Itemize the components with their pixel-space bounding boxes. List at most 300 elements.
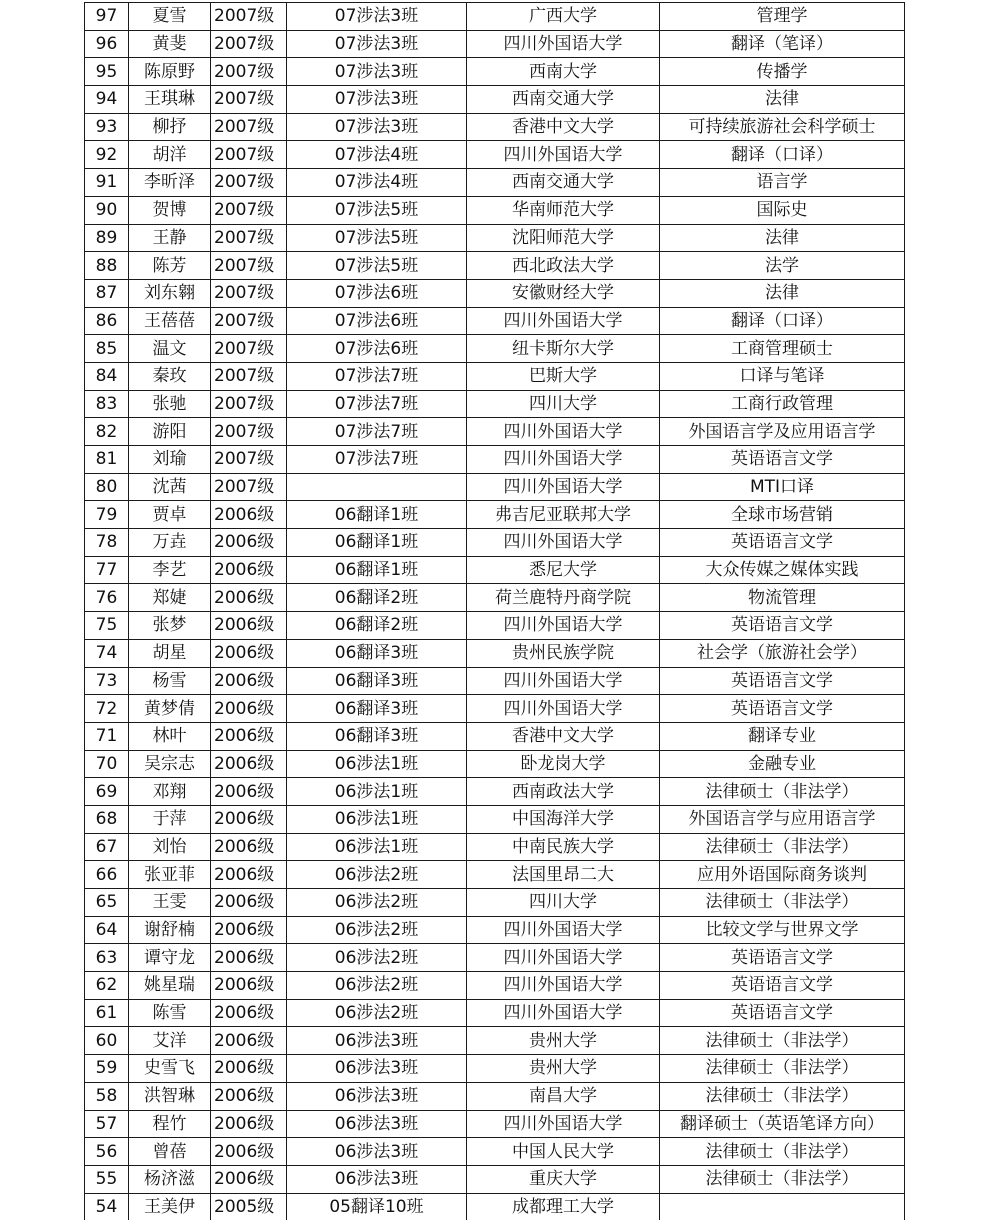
- cell-major: 英语语言文学: [660, 944, 905, 972]
- cell-university: 西南大学: [467, 58, 660, 86]
- table-row: [85, 3, 905, 31]
- table-row: [85, 1165, 905, 1193]
- cell-class: 06涉法1班: [287, 833, 467, 861]
- cell-university: 西北政法大学: [467, 252, 660, 280]
- cell-university: 贵州民族学院: [467, 639, 660, 667]
- cell-year: 2006级: [211, 916, 287, 944]
- cell-number: 66: [85, 861, 129, 889]
- cell-major: MTI口译: [660, 473, 905, 501]
- table-row: [85, 722, 905, 750]
- table-row: [85, 1138, 905, 1166]
- cell-number: 60: [85, 1027, 129, 1055]
- table-row: [85, 362, 905, 390]
- cell-number: 80: [85, 473, 129, 501]
- admissions-table: [84, 2, 905, 1220]
- cell-university: 弗吉尼亚联邦大学: [467, 501, 660, 529]
- cell-year: 2006级: [211, 1138, 287, 1166]
- cell-university: 中南民族大学: [467, 833, 660, 861]
- cell-number: 76: [85, 584, 129, 612]
- cell-class: 07涉法5班: [287, 196, 467, 224]
- cell-year: 2007级: [211, 362, 287, 390]
- cell-class: 06涉法3班: [287, 1082, 467, 1110]
- cell-year: 2006级: [211, 944, 287, 972]
- cell-major: 法律硕士（非法学）: [660, 1165, 905, 1193]
- cell-major: 大众传媒之媒体实践: [660, 556, 905, 584]
- cell-name: 王琪琳: [129, 86, 211, 114]
- cell-major: 翻译专业: [660, 722, 905, 750]
- cell-name: 吴宗志: [129, 750, 211, 778]
- cell-class: 06翻译3班: [287, 695, 467, 723]
- table-row: [85, 279, 905, 307]
- cell-major: 工商行政管理: [660, 390, 905, 418]
- cell-class: 06翻译1班: [287, 501, 467, 529]
- cell-number: 63: [85, 944, 129, 972]
- cell-name: 张亚菲: [129, 861, 211, 889]
- cell-class: 05翻译10班: [287, 1193, 467, 1220]
- cell-name: 刘瑜: [129, 446, 211, 474]
- cell-name: 沈茜: [129, 473, 211, 501]
- cell-university: 四川外国语大学: [467, 30, 660, 58]
- cell-year: 2007级: [211, 86, 287, 114]
- cell-name: 柳抒: [129, 113, 211, 141]
- cell-name: 谢舒楠: [129, 916, 211, 944]
- cell-major: 比较文学与世界文学: [660, 916, 905, 944]
- cell-class: 06涉法3班: [287, 1165, 467, 1193]
- cell-year: 2007级: [211, 335, 287, 363]
- cell-name: 于萍: [129, 805, 211, 833]
- cell-year: 2006级: [211, 1165, 287, 1193]
- table-row: [85, 695, 905, 723]
- cell-number: 73: [85, 667, 129, 695]
- cell-class: 06翻译2班: [287, 584, 467, 612]
- table-row: [85, 30, 905, 58]
- cell-number: 61: [85, 999, 129, 1027]
- cell-class: 06涉法2班: [287, 889, 467, 917]
- table-row: [85, 1055, 905, 1083]
- table-row: [85, 113, 905, 141]
- table-row: [85, 1110, 905, 1138]
- cell-class: 07涉法7班: [287, 390, 467, 418]
- cell-university: 四川外国语大学: [467, 307, 660, 335]
- cell-major: 传播学: [660, 58, 905, 86]
- cell-university: 西南政法大学: [467, 778, 660, 806]
- cell-university: 广西大学: [467, 3, 660, 31]
- table-row: [85, 58, 905, 86]
- cell-university: 巴斯大学: [467, 362, 660, 390]
- cell-number: 84: [85, 362, 129, 390]
- table-row: [85, 196, 905, 224]
- cell-year: 2006级: [211, 972, 287, 1000]
- cell-name: 洪智琳: [129, 1082, 211, 1110]
- cell-name: 陈原野: [129, 58, 211, 86]
- cell-class: 06涉法3班: [287, 1027, 467, 1055]
- cell-name: 谭守龙: [129, 944, 211, 972]
- cell-year: 2006级: [211, 584, 287, 612]
- cell-name: 黄梦倩: [129, 695, 211, 723]
- table-row: [85, 639, 905, 667]
- cell-major: 法律硕士（非法学）: [660, 1027, 905, 1055]
- cell-major: 法律: [660, 279, 905, 307]
- cell-number: 59: [85, 1055, 129, 1083]
- cell-year: 2006级: [211, 750, 287, 778]
- cell-year: 2006级: [211, 889, 287, 917]
- cell-university: 四川外国语大学: [467, 916, 660, 944]
- cell-number: 72: [85, 695, 129, 723]
- cell-class: 07涉法7班: [287, 418, 467, 446]
- cell-number: 93: [85, 113, 129, 141]
- cell-name: 李昕泽: [129, 169, 211, 197]
- cell-major: 法律硕士（非法学）: [660, 1055, 905, 1083]
- cell-university: 沈阳师范大学: [467, 224, 660, 252]
- cell-class: 06涉法2班: [287, 861, 467, 889]
- cell-class: [287, 473, 467, 501]
- cell-year: 2006级: [211, 1027, 287, 1055]
- cell-major: 管理学: [660, 3, 905, 31]
- table-row: [85, 750, 905, 778]
- cell-class: 06翻译2班: [287, 612, 467, 640]
- cell-name: 张驰: [129, 390, 211, 418]
- table-row: [85, 418, 905, 446]
- cell-major: 可持续旅游社会科学硕士: [660, 113, 905, 141]
- cell-major: 英语语言文学: [660, 446, 905, 474]
- cell-major: 法律硕士（非法学）: [660, 833, 905, 861]
- cell-university: 四川外国语大学: [467, 667, 660, 695]
- cell-number: 79: [85, 501, 129, 529]
- cell-university: 荷兰鹿特丹商学院: [467, 584, 660, 612]
- cell-class: 07涉法4班: [287, 169, 467, 197]
- table-row: [85, 1027, 905, 1055]
- cell-year: 2006级: [211, 722, 287, 750]
- cell-number: 88: [85, 252, 129, 280]
- cell-name: 陈雪: [129, 999, 211, 1027]
- cell-number: 64: [85, 916, 129, 944]
- cell-university: 四川外国语大学: [467, 972, 660, 1000]
- cell-major: 翻译（口译）: [660, 141, 905, 169]
- cell-name: 胡星: [129, 639, 211, 667]
- table-row: [85, 501, 905, 529]
- cell-year: 2006级: [211, 695, 287, 723]
- cell-name: 黄斐: [129, 30, 211, 58]
- cell-name: 贾卓: [129, 501, 211, 529]
- cell-major: 英语语言文学: [660, 612, 905, 640]
- cell-major: 英语语言文学: [660, 695, 905, 723]
- cell-number: 95: [85, 58, 129, 86]
- cell-university: 四川大学: [467, 390, 660, 418]
- cell-year: 2006级: [211, 805, 287, 833]
- cell-year: 2006级: [211, 1110, 287, 1138]
- cell-year: 2007级: [211, 224, 287, 252]
- table-row: [85, 889, 905, 917]
- cell-major: 物流管理: [660, 584, 905, 612]
- cell-class: 06涉法2班: [287, 972, 467, 1000]
- cell-name: 温文: [129, 335, 211, 363]
- cell-year: 2006级: [211, 778, 287, 806]
- table-row: [85, 169, 905, 197]
- cell-number: 83: [85, 390, 129, 418]
- cell-class: 07涉法6班: [287, 335, 467, 363]
- cell-year: 2006级: [211, 667, 287, 695]
- cell-name: 陈芳: [129, 252, 211, 280]
- cell-year: 2007级: [211, 307, 287, 335]
- cell-number: 74: [85, 639, 129, 667]
- cell-class: 07涉法4班: [287, 141, 467, 169]
- cell-number: 91: [85, 169, 129, 197]
- cell-class: 06翻译3班: [287, 639, 467, 667]
- cell-major: 英语语言文学: [660, 999, 905, 1027]
- cell-university: 贵州大学: [467, 1055, 660, 1083]
- cell-major: 翻译（口译）: [660, 307, 905, 335]
- cell-major: 社会学（旅游社会学）: [660, 639, 905, 667]
- cell-year: 2007级: [211, 169, 287, 197]
- cell-major: 法律硕士（非法学）: [660, 1082, 905, 1110]
- cell-year: 2007级: [211, 473, 287, 501]
- cell-class: 07涉法5班: [287, 224, 467, 252]
- cell-year: 2006级: [211, 612, 287, 640]
- cell-university: 西南交通大学: [467, 169, 660, 197]
- cell-number: 71: [85, 722, 129, 750]
- cell-number: 56: [85, 1138, 129, 1166]
- cell-year: 2006级: [211, 1082, 287, 1110]
- cell-university: 四川外国语大学: [467, 473, 660, 501]
- cell-major: 全球市场营销: [660, 501, 905, 529]
- cell-year: 2007级: [211, 252, 287, 280]
- cell-major: 法律硕士（非法学）: [660, 889, 905, 917]
- table-row: [85, 861, 905, 889]
- cell-name: 王静: [129, 224, 211, 252]
- cell-university: 南昌大学: [467, 1082, 660, 1110]
- cell-class: 07涉法6班: [287, 279, 467, 307]
- cell-number: 94: [85, 86, 129, 114]
- cell-name: 曾蓓: [129, 1138, 211, 1166]
- cell-class: 06涉法2班: [287, 944, 467, 972]
- cell-class: 06涉法1班: [287, 805, 467, 833]
- cell-class: 07涉法3班: [287, 113, 467, 141]
- cell-number: 54: [85, 1193, 129, 1220]
- cell-university: 四川外国语大学: [467, 529, 660, 557]
- cell-university: 四川外国语大学: [467, 418, 660, 446]
- cell-major: 国际史: [660, 196, 905, 224]
- cell-major: 法律: [660, 224, 905, 252]
- cell-name: 李艺: [129, 556, 211, 584]
- cell-year: 2007级: [211, 141, 287, 169]
- cell-major: 应用外语国际商务谈判: [660, 861, 905, 889]
- cell-year: 2006级: [211, 861, 287, 889]
- cell-number: 85: [85, 335, 129, 363]
- table-row: [85, 252, 905, 280]
- cell-class: 07涉法5班: [287, 252, 467, 280]
- cell-year: 2006级: [211, 833, 287, 861]
- cell-major: 外国语言学与应用语言学: [660, 805, 905, 833]
- table-row: [85, 473, 905, 501]
- cell-class: 07涉法7班: [287, 362, 467, 390]
- cell-number: 78: [85, 529, 129, 557]
- cell-year: 2006级: [211, 999, 287, 1027]
- cell-major: 法律硕士（非法学）: [660, 778, 905, 806]
- cell-year: 2007级: [211, 418, 287, 446]
- table-row: [85, 778, 905, 806]
- cell-number: 87: [85, 279, 129, 307]
- table-row: [85, 999, 905, 1027]
- table-row: [85, 944, 905, 972]
- cell-year: 2006级: [211, 501, 287, 529]
- cell-year: 2006级: [211, 639, 287, 667]
- cell-name: 艾洋: [129, 1027, 211, 1055]
- table-row: [85, 584, 905, 612]
- cell-university: 香港中文大学: [467, 113, 660, 141]
- cell-number: 97: [85, 3, 129, 31]
- cell-number: 67: [85, 833, 129, 861]
- cell-year: 2007级: [211, 446, 287, 474]
- cell-major: 金融专业: [660, 750, 905, 778]
- table-row: [85, 307, 905, 335]
- table-row: [85, 335, 905, 363]
- cell-number: 68: [85, 805, 129, 833]
- cell-university: 四川外国语大学: [467, 612, 660, 640]
- cell-university: 西南交通大学: [467, 86, 660, 114]
- cell-university: 贵州大学: [467, 1027, 660, 1055]
- cell-major: 英语语言文学: [660, 529, 905, 557]
- cell-year: 2007级: [211, 279, 287, 307]
- table-row: [85, 1193, 905, 1220]
- cell-name: 王蓓蓓: [129, 307, 211, 335]
- cell-university: 四川外国语大学: [467, 695, 660, 723]
- cell-number: 86: [85, 307, 129, 335]
- cell-class: 07涉法7班: [287, 446, 467, 474]
- cell-number: 77: [85, 556, 129, 584]
- cell-name: 姚星瑞: [129, 972, 211, 1000]
- cell-year: 2006级: [211, 529, 287, 557]
- cell-class: 07涉法3班: [287, 58, 467, 86]
- table-row: [85, 667, 905, 695]
- cell-class: 06涉法2班: [287, 999, 467, 1027]
- table-row: [85, 446, 905, 474]
- cell-major: 口译与笔译: [660, 362, 905, 390]
- table-row: [85, 556, 905, 584]
- cell-major: 法律: [660, 86, 905, 114]
- cell-university: 纽卡斯尔大学: [467, 335, 660, 363]
- cell-number: 65: [85, 889, 129, 917]
- cell-name: 贺博: [129, 196, 211, 224]
- cell-name: 刘东翱: [129, 279, 211, 307]
- cell-major: [660, 1193, 905, 1220]
- cell-name: 林叶: [129, 722, 211, 750]
- cell-class: 06涉法1班: [287, 750, 467, 778]
- table-row: [85, 224, 905, 252]
- table-row: [85, 833, 905, 861]
- cell-class: 06翻译1班: [287, 529, 467, 557]
- cell-major: 外国语言学及应用语言学: [660, 418, 905, 446]
- table-row: [85, 805, 905, 833]
- cell-year: 2007级: [211, 30, 287, 58]
- cell-class: 06涉法3班: [287, 1138, 467, 1166]
- cell-year: 2007级: [211, 390, 287, 418]
- cell-class: 06翻译3班: [287, 722, 467, 750]
- cell-class: 06涉法3班: [287, 1055, 467, 1083]
- cell-university: 中国海洋大学: [467, 805, 660, 833]
- cell-class: 06涉法1班: [287, 778, 467, 806]
- cell-number: 70: [85, 750, 129, 778]
- cell-major: 法律硕士（非法学）: [660, 1138, 905, 1166]
- cell-university: 香港中文大学: [467, 722, 660, 750]
- cell-major: 语言学: [660, 169, 905, 197]
- cell-year: 2005级: [211, 1193, 287, 1220]
- cell-number: 90: [85, 196, 129, 224]
- cell-university: 四川外国语大学: [467, 446, 660, 474]
- cell-university: 四川外国语大学: [467, 999, 660, 1027]
- cell-name: 张梦: [129, 612, 211, 640]
- cell-name: 万垚: [129, 529, 211, 557]
- cell-number: 92: [85, 141, 129, 169]
- cell-university: 华南师范大学: [467, 196, 660, 224]
- cell-major: 英语语言文学: [660, 667, 905, 695]
- cell-university: 四川外国语大学: [467, 944, 660, 972]
- cell-number: 55: [85, 1165, 129, 1193]
- cell-name: 游阳: [129, 418, 211, 446]
- cell-university: 重庆大学: [467, 1165, 660, 1193]
- table-row: [85, 1082, 905, 1110]
- cell-class: 06涉法3班: [287, 1110, 467, 1138]
- cell-class: 07涉法3班: [287, 86, 467, 114]
- table-row: [85, 86, 905, 114]
- cell-name: 程竹: [129, 1110, 211, 1138]
- cell-name: 史雪飞: [129, 1055, 211, 1083]
- cell-class: 06翻译1班: [287, 556, 467, 584]
- cell-year: 2007级: [211, 113, 287, 141]
- cell-year: 2006级: [211, 1055, 287, 1083]
- cell-class: 07涉法3班: [287, 30, 467, 58]
- cell-class: 06涉法2班: [287, 916, 467, 944]
- table-row: [85, 916, 905, 944]
- cell-university: 安徽财经大学: [467, 279, 660, 307]
- cell-major: 法学: [660, 252, 905, 280]
- cell-major: 英语语言文学: [660, 972, 905, 1000]
- cell-number: 62: [85, 972, 129, 1000]
- cell-name: 夏雪: [129, 3, 211, 31]
- cell-major: 工商管理硕士: [660, 335, 905, 363]
- cell-name: 秦玫: [129, 362, 211, 390]
- cell-university: 中国人民大学: [467, 1138, 660, 1166]
- table-body: [85, 3, 905, 1221]
- cell-university: 成都理工大学: [467, 1193, 660, 1220]
- cell-number: 96: [85, 30, 129, 58]
- cell-university: 四川大学: [467, 889, 660, 917]
- cell-name: 刘怡: [129, 833, 211, 861]
- cell-major: 翻译硕士（英语笔译方向）: [660, 1110, 905, 1138]
- cell-year: 2007级: [211, 196, 287, 224]
- cell-name: 邓翔: [129, 778, 211, 806]
- cell-name: 胡洋: [129, 141, 211, 169]
- table-row: [85, 612, 905, 640]
- cell-university: 悉尼大学: [467, 556, 660, 584]
- cell-class: 06翻译3班: [287, 667, 467, 695]
- cell-class: 07涉法6班: [287, 307, 467, 335]
- cell-university: 法国里昂二大: [467, 861, 660, 889]
- cell-number: 89: [85, 224, 129, 252]
- cell-number: 82: [85, 418, 129, 446]
- table-row: [85, 390, 905, 418]
- cell-year: 2007级: [211, 3, 287, 31]
- cell-number: 58: [85, 1082, 129, 1110]
- cell-university: 四川外国语大学: [467, 1110, 660, 1138]
- cell-number: 75: [85, 612, 129, 640]
- cell-name: 杨济滋: [129, 1165, 211, 1193]
- cell-name: 王美伊: [129, 1193, 211, 1220]
- cell-number: 81: [85, 446, 129, 474]
- cell-university: 四川外国语大学: [467, 141, 660, 169]
- cell-year: 2007级: [211, 58, 287, 86]
- table-row: [85, 972, 905, 1000]
- cell-name: 郑婕: [129, 584, 211, 612]
